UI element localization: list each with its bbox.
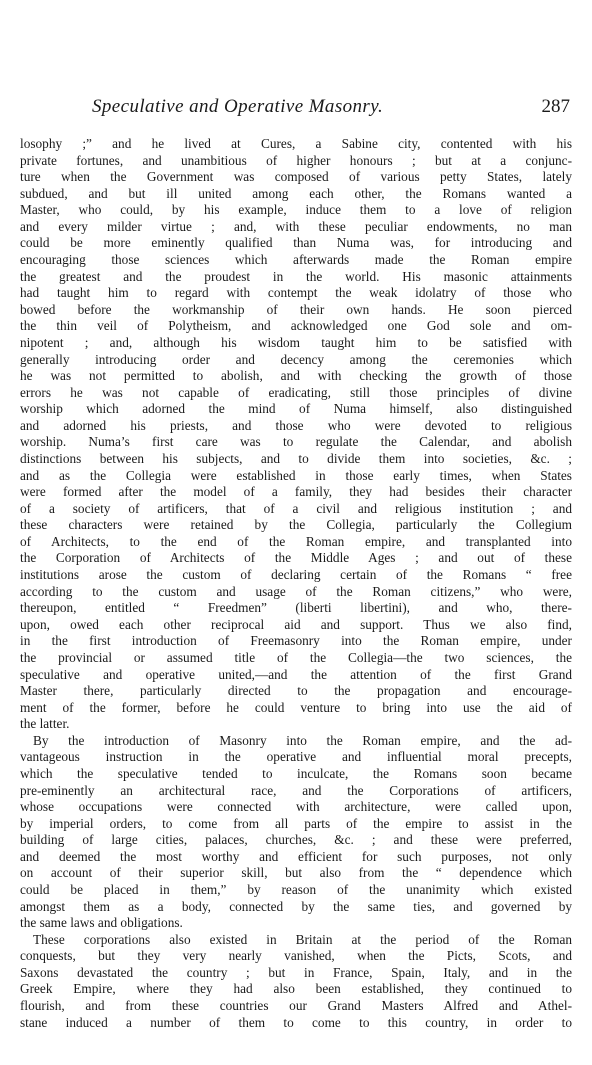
- page-number: 287: [541, 96, 570, 117]
- text-line: Saxons devastated the country ; but in France, Spain, Italy, and in the: [20, 964, 572, 980]
- text-line: could be placed in them,” by reason of the unanimity which existed: [20, 882, 572, 898]
- text-line: and as the Collegia were established in those early times, when States: [20, 467, 572, 483]
- text-line: conquests, but they very nearly vanished, when the Picts, Scots, and: [20, 948, 572, 964]
- text-line: Master there, particularly directed to the propagation and encourage-: [20, 683, 572, 699]
- text-line: By the introduction of Masonry into the Roman empire, and the ad-: [33, 732, 572, 748]
- text-line: institutions arose the custom of declaring certain of the Romans “ free: [20, 567, 572, 583]
- text-line: losophy ;” and he lived at Cures, a Sabine city, contented with his: [20, 136, 572, 151]
- text-line: encouraging those sciences which afterwards made the Roman empire: [20, 252, 572, 268]
- text-line: bowed before the workmanship of their own hands. He soon pierced: [20, 301, 572, 317]
- text-line: amongst them as a body, connected by the same ties, and governed by: [20, 898, 572, 914]
- text-line: and adorned his priests, and those who were devoted to religious: [20, 417, 572, 433]
- text-line: upon, owed each other reciprocal aid and support. Thus we also find,: [20, 616, 572, 632]
- text-line: pre-eminently an architectural race, and the Corporations of artificers,: [20, 782, 572, 798]
- text-line: building of large cities, palaces, churches, &c. ; and these were preferred,: [20, 832, 572, 848]
- text-line: the thin veil of Polytheism, and acknowledged one God sole and om-: [20, 318, 572, 334]
- text-line: the Corporation of Architects of the Middle Ages ; and out of these: [20, 550, 572, 566]
- text-line: he was not permitted to abolish, and with checking the growth of those: [20, 368, 572, 384]
- running-header: [20, 96, 572, 126]
- text-line: flourish, and from these countries our Grand Masters Alfred and Athel-: [20, 998, 572, 1014]
- text-line: in the first introduction of Freemasonry into the Roman empire, under: [20, 633, 572, 649]
- book-page: [20, 96, 572, 1031]
- text-line: of a society of artificers, that of a civil and religious institution ; and: [20, 500, 572, 516]
- text-line: these characters were retained by the Collegia, particularly the Collegium: [20, 517, 572, 533]
- text-line: generally introducing order and decency among the ceremonies which: [20, 351, 572, 367]
- text-line: the same laws and obligations.: [20, 915, 183, 931]
- text-line: on account of their superior skill, but also from the “ dependence which: [20, 865, 572, 881]
- text-line: These corporations also existed in Britain at the period of the Roman: [33, 931, 572, 947]
- text-line: distinctions between his subjects, and to divide them into societies, &c. ;: [20, 450, 572, 466]
- text-line: whose occupations were connected with architecture, were called upon,: [20, 799, 572, 815]
- text-line: worship which adorned the mind of Numa himself, also distinguished: [20, 401, 572, 417]
- text-line: speculative and operative united,—and the attention of the first Grand: [20, 666, 572, 682]
- text-line: could be more eminently qualified than Numa was, for introducing and: [20, 235, 572, 251]
- text-line: had taught him to regard with contempt the weak idolatry of those who: [20, 285, 572, 301]
- text-line: ture when the Government was composed of various petty States, lately: [20, 169, 572, 185]
- text-line: according to the custom and usage of the Roman citizens,” who were,: [20, 583, 572, 599]
- text-line: subdued, and but ill united among each other, the Romans wanted a: [20, 185, 572, 201]
- text-line: thereupon, entitled “ Freedmen” (liberti libertini), and who, there-: [20, 600, 572, 616]
- text-line: the provincial or assumed title of the Collegia—the two sciences, the: [20, 649, 572, 665]
- text-line: stane induced a number of them to come to this country, in order to: [20, 1014, 572, 1030]
- text-line: vantageous instruction in the operative and influential moral precepts,: [20, 749, 572, 765]
- text-line: the greatest and the proudest in the world. His masonic attainments: [20, 268, 572, 284]
- text-line: Greek Empire, where they had also been established, they continued to: [20, 981, 572, 997]
- text-line: were formed after the model of a family, they had besides their character: [20, 484, 572, 500]
- text-line: the latter.: [20, 716, 70, 732]
- text-line: private fortunes, and unambitious of higher honours ; but at a conjunc-: [20, 152, 572, 168]
- text-line: which the speculative tended to inculcate, the Romans soon became: [20, 765, 572, 781]
- text-line: Master, who could, by his example, induce them to a love of religion: [20, 202, 572, 218]
- text-line: ment of the former, before he could venture to bring into use the aid of: [20, 699, 572, 715]
- text-line: of Architects, to the end of the Roman empire, and transplanted into: [20, 533, 572, 549]
- running-title: Speculative and Operative Masonry.: [92, 96, 384, 117]
- text-line: and deemed the most worthy and efficient for such purposes, not only: [20, 848, 572, 864]
- body-text: [20, 136, 572, 1031]
- text-line: worship. Numa’s first care was to regulate the Calendar, and abolish: [20, 434, 572, 450]
- text-line: errors he was not capable of eradicating, still those principles of divine: [20, 384, 572, 400]
- text-line: and every milder virtue ; and, with these peculiar endowments, no man: [20, 218, 572, 234]
- text-line: by imperial orders, to come from all parts of the empire to assist in the: [20, 815, 572, 831]
- text-line: nipotent ; and, although his wisdom taught him to be satisfied with: [20, 334, 572, 350]
